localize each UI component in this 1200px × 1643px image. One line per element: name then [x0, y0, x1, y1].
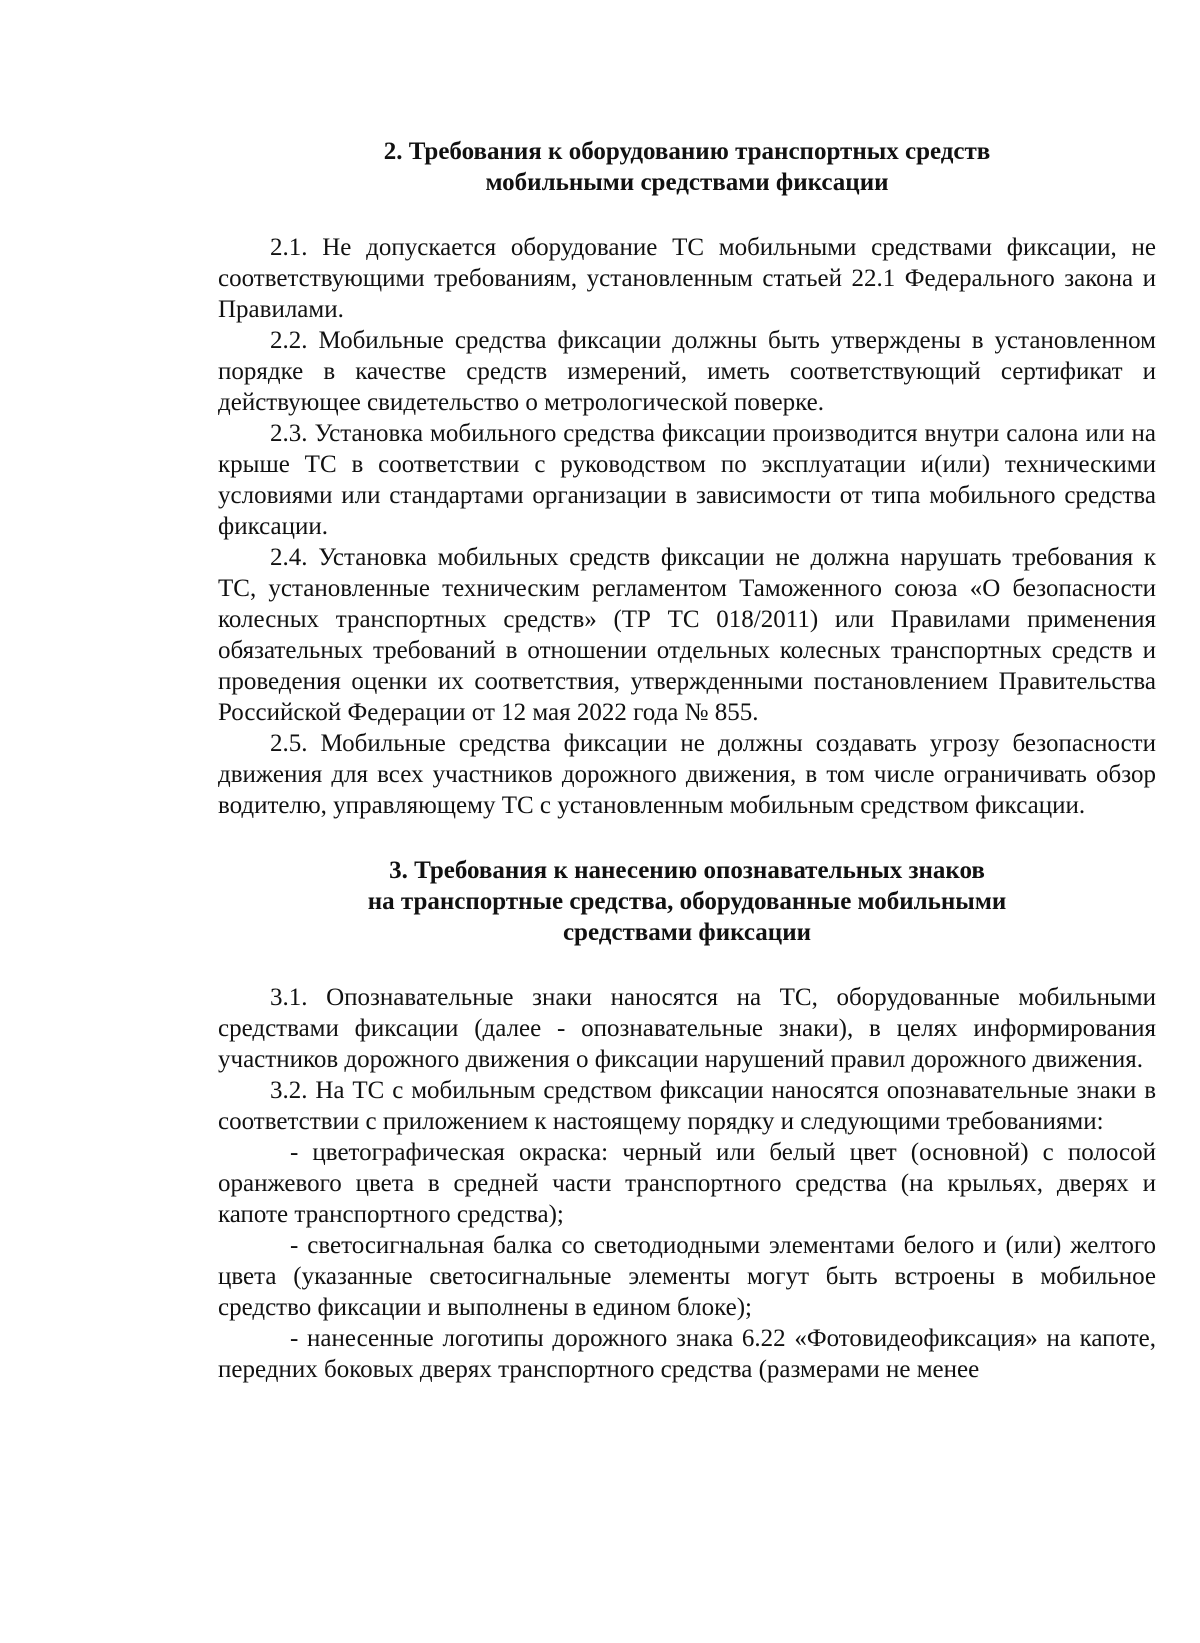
spacer [218, 821, 1156, 855]
section-2-heading-line-2: мобильными средствами фиксации [485, 169, 889, 196]
list-item-light-beam: - светосигнальная балка со светодиодными элементами белого и (или) желтого цвета (указанные светосигнальные элементы могут быть встроены в мобильное средство фиксации и выполнены в едином блоке); [218, 1232, 1156, 1321]
paragraph-2-4: 2.4. Установка мобильных средств фиксации не должна нарушать требования к ТС, установленные техническим регламентом Таможенного союза «О безопасности колесных транспортных средств» (ТР ТС 018/2011) или Правилами применения обязательных требований в отношении отдельных колесных транспортных средств и проведения оценки их соответствия, утвержденными постановлением Правительства Российской Федерации от 12 мая 2022 года № 855. [218, 544, 1156, 726]
list-item-logos: - нанесенные логотипы дорожного знака 6.22 «Фотовидеофиксация» на капоте, передних боковых дверях транспортного средства (размерами не менее [218, 1325, 1156, 1383]
paragraph-2-2: 2.2. Мобильные средства фиксации должны быть утверждены в установленном порядке в качестве средств измерений, иметь соответствующий сертификат и действующее свидетельство о метрологической поверке. [218, 327, 1156, 416]
section-3-heading-line-2: на транспортные средства, оборудованные мобильными [367, 888, 1007, 915]
spacer [218, 198, 1156, 232]
document-body [218, 136, 1156, 1385]
section-3-heading-line-1: 3. Требования к нанесению опознавательных знаков [389, 857, 985, 884]
section-3-heading-line-3: средствами фиксации [562, 919, 812, 946]
spacer [218, 948, 1156, 982]
paragraph-2-5: 2.5. Мобильные средства фиксации не должны создавать угрозу безопасности движения для всех участников дорожного движения, в том числе ограничивать обзор водителю, управляющему ТС с установленным мобильным средством фиксации. [218, 730, 1156, 819]
section-2-heading-line-1: 2. Требования к оборудованию транспортных средств [383, 138, 991, 165]
list-item-color-scheme: - цветографическая окраска: черный или белый цвет (основной) с полосой оранжевого цвета в средней части транспортного средства (на крыльях, дверях и капоте транспортного средства); [218, 1139, 1156, 1228]
paragraph-3-1: 3.1. Опознавательные знаки наносятся на ТС, оборудованные мобильными средствами фиксации (далее - опознавательные знаки), в целях информирования участников дорожного движения о фиксации нарушений правил дорожного движения. [218, 984, 1156, 1073]
paragraph-3-2: 3.2. На ТС с мобильным средством фиксации наносятся опознавательные знаки в соответствии с приложением к настоящему порядку и следующими требованиями: [218, 1077, 1156, 1135]
section-3-heading [218, 855, 1156, 948]
paragraph-2-3: 2.3. Установка мобильного средства фиксации производится внутри салона или на крыше ТС в соответствии с руководством по эксплуатации и(или) техническими условиями или стандартами организации в зависимости от типа мобильного средства фиксации. [218, 420, 1156, 540]
section-2-heading [218, 136, 1156, 198]
paragraph-2-1: 2.1. Не допускается оборудование ТС мобильными средствами фиксации, не соответствующими требованиям, установленным статьей 22.1 Федерального закона и Правилами. [218, 234, 1156, 323]
